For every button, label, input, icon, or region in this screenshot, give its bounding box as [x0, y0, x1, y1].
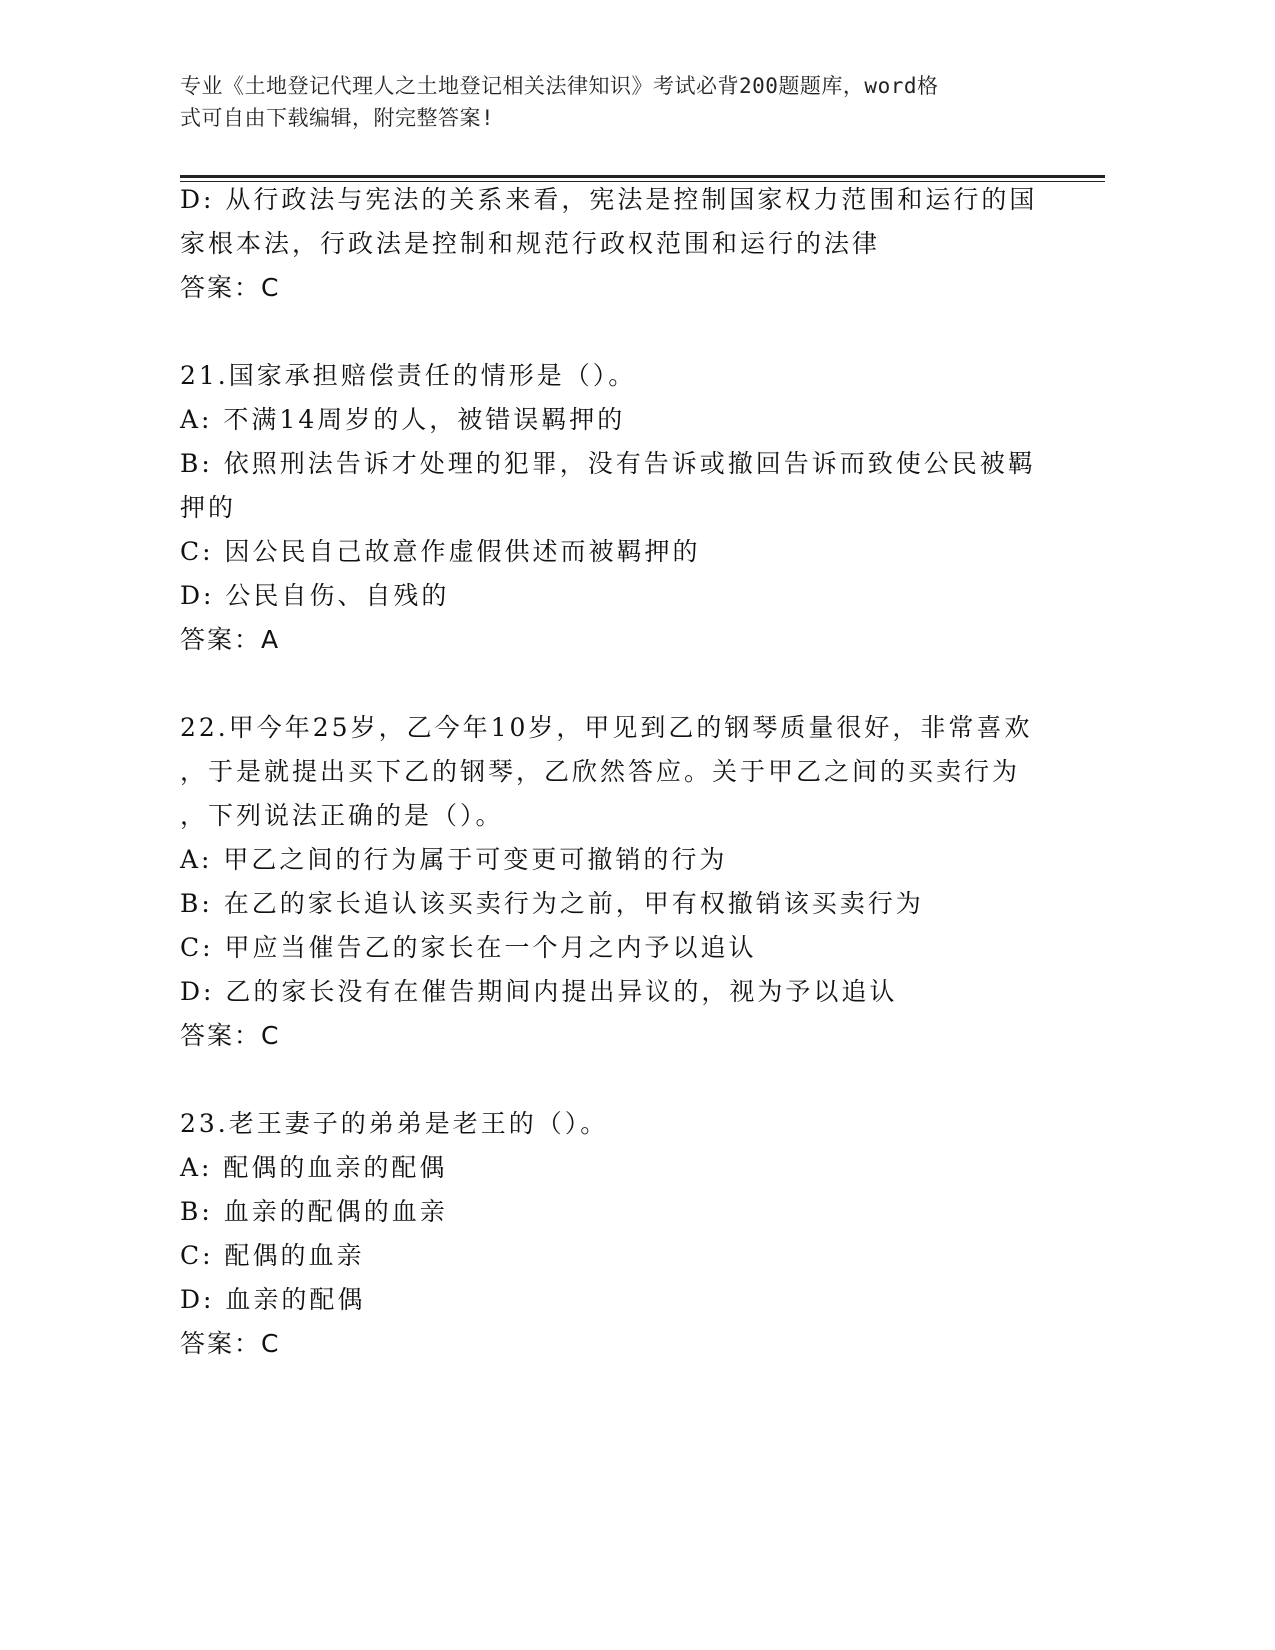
question-block-23 [180, 1102, 1040, 1366]
question-block-21 [180, 354, 1040, 662]
option-b: B: 依照刑法告诉才处理的犯罪，没有告诉或撤回告诉而致使公民被羁 [180, 449, 1036, 478]
option-b: B: 血亲的配偶的血亲 [180, 1197, 448, 1226]
answer-line: 答案：C [180, 1329, 281, 1358]
header-line-1: 专业《土地登记代理人之土地登记相关法律知识》考试必背200题题库，word格 [180, 74, 939, 98]
option-b: B: 在乙的家长追认该买卖行为之前，甲有权撤销该买卖行为 [180, 889, 924, 918]
document-header [180, 70, 1060, 134]
answer-line: 答案：C [180, 273, 281, 302]
option-c: C: 甲应当催告乙的家长在一个月之内予以追认 [180, 933, 757, 962]
option-a: A: 配偶的血亲的配偶 [180, 1153, 448, 1182]
option-c: C: 因公民自己故意作虚假供述而被羁押的 [180, 537, 701, 566]
option-d-continued: 家根本法，行政法是控制和规范行政权范围和运行的法律 [180, 229, 881, 258]
question-text: 21.国家承担赔偿责任的情形是（）。 [180, 361, 637, 390]
option-a: A: 不满14周岁的人，被错误羁押的 [180, 405, 626, 434]
question-text-continued: ，下列说法正确的是（）。 [180, 801, 504, 830]
option-b-continued: 押的 [180, 493, 237, 522]
spacer [180, 1058, 1040, 1102]
option-d: D: 乙的家长没有在催告期间内提出异议的，视为予以追认 [180, 977, 898, 1006]
answer-line: 答案：A [180, 625, 281, 654]
document-body [180, 178, 1040, 1366]
question-text-continued: ，于是就提出买下乙的钢琴，乙欣然答应。关于甲乙之间的买卖行为 [180, 757, 1021, 786]
spacer [180, 662, 1040, 706]
answer-line: 答案：C [180, 1021, 281, 1050]
header-line-2: 式可自由下载编辑，附完整答案! [180, 106, 495, 130]
option-d: D: 血亲的配偶 [180, 1285, 366, 1314]
spacer [180, 310, 1040, 354]
option-c: C: 配偶的血亲 [180, 1241, 365, 1270]
option-d: D: 公民自伤、自残的 [180, 581, 450, 610]
option-a: A: 甲乙之间的行为属于可变更可撤销的行为 [180, 845, 728, 874]
question-text: 22.甲今年25岁，乙今年10岁，甲见到乙的钢琴质量很好，非常喜欢 [180, 713, 1033, 742]
question-text: 23.老王妻子的弟弟是老王的（）。 [180, 1109, 609, 1138]
question-block-prev [180, 178, 1040, 310]
question-block-22 [180, 706, 1040, 1058]
option-d: D: 从行政法与宪法的关系来看，宪法是控制国家权力范围和运行的国 [180, 185, 1038, 214]
